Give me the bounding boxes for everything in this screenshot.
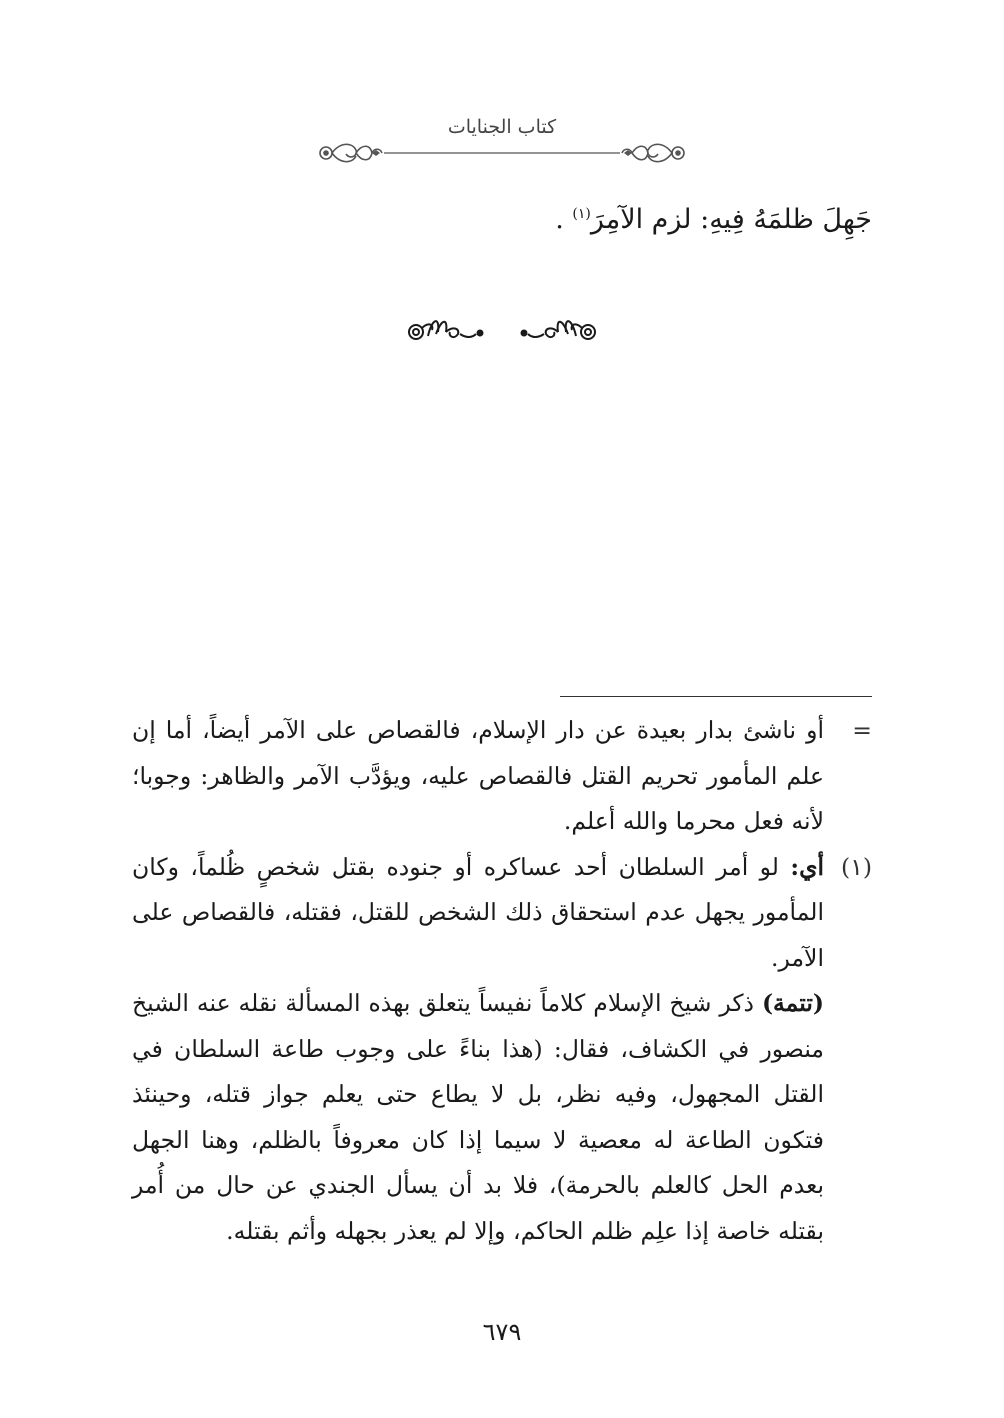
footnote-1-text: لو أمر السلطان أحد عساكره أو جنوده بقتل شخصٍ ظُلماً، وكان المأمور يجهل عدم استحقاق ذلك الشخص للقتل، فقتله، فالقصاص على الآمر.: [132, 852, 824, 972]
footnote-separator: [560, 696, 872, 697]
scroll-flourish-rule-icon: [312, 134, 692, 172]
footnote-1-lead: أي:: [790, 852, 824, 881]
tatimma-paragraph: [132, 981, 824, 1254]
footnote-continuation: [132, 708, 872, 845]
main-text-punct: .: [555, 204, 564, 235]
footnote-1-paragraph: [132, 845, 824, 982]
continuation-text: أو ناشئ بدار بعيدة عن دار الإسلام، فالقصاص على الآمر أيضاً، أما إن علم المأمور تحريم القتل فالقصاص عليه، ويؤدَّب الآمر والظاهر: وجوبا؛ لأنه فعل محرما والله أعلم.: [132, 716, 824, 835]
main-text-body: جَهِلَ ظلمَهُ فِيهِ: لزم الآمِرَ: [590, 204, 872, 235]
page-number: ٦٧٩: [482, 1318, 522, 1346]
footnotes: [132, 708, 872, 1254]
running-header: [0, 110, 1004, 180]
tatimma-text: ذكر شيخ الإسلام كلاماً نفيساً يتعلق بهذه المسألة نقله عنه الشيخ منصور في الكشاف، فقال: (هذا بناءً على وجوب طاعة السلطان في القتل المجهول، وفيه نظر، بل لا يطاع حتى يعلم جواز قتله، وحينئذ فتكون الطاعة له معصية لا سيما إذا كان معروفاً بالظلم، وهنا الجهل بعدم الحل كالعلم بالحرمة)، فلا بد أن يسأل الجندي عن حال من أُمر بقتله خاصة إذا علِم ظلم الحاكم، وإلا لم يعذر بجهله وأثم بقتله.: [132, 989, 824, 1245]
footnote-1: [132, 845, 872, 1255]
main-text: [132, 196, 872, 244]
footnote-1-marker: (١): [841, 852, 872, 881]
footnote-ref[interactable]: (١): [572, 206, 591, 222]
continuation-marker: =: [852, 716, 872, 744]
floral-divider-icon: [402, 312, 602, 352]
tatimma-lead: (تتمة): [761, 989, 824, 1017]
header-title: كتاب الجنايات: [447, 116, 557, 138]
